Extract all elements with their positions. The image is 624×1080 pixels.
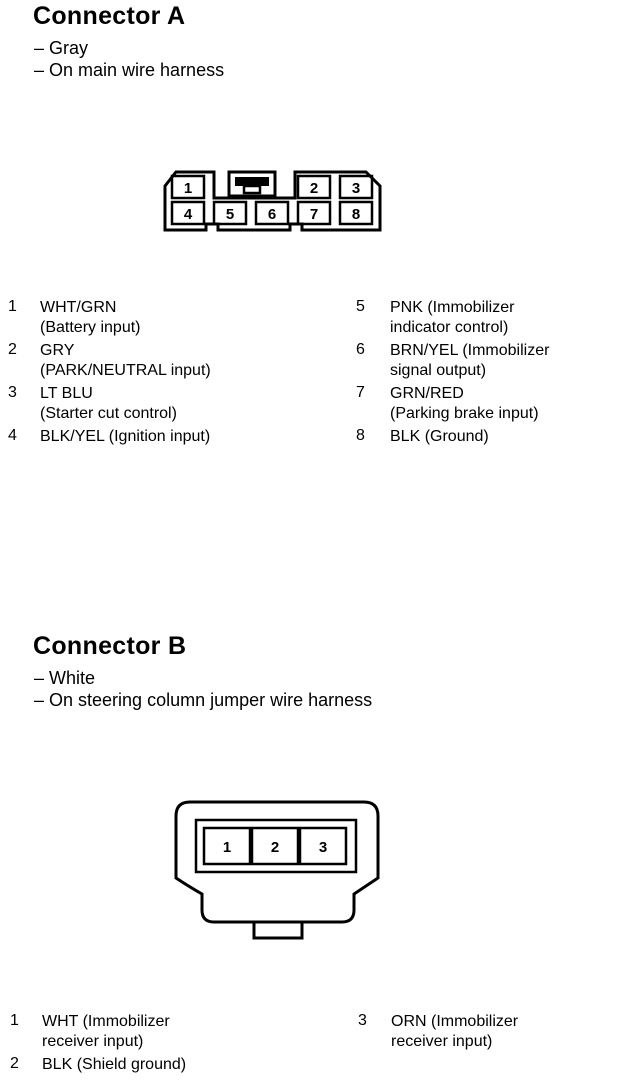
- connector-a-cavity-2: [298, 176, 330, 198]
- connector-b-pin-number: 1: [10, 1012, 19, 1029]
- svg-text:1: 1: [183, 180, 193, 197]
- svg-text:5: 5: [225, 206, 235, 223]
- connector-a-cavity-6: [256, 202, 288, 224]
- connector-b-pin-function: receiver input): [391, 1033, 493, 1050]
- connector-b-color-note: – White: [34, 668, 96, 688]
- connector-b-cavity-2: [252, 828, 298, 864]
- connector-a-pin-number: 5: [356, 298, 365, 315]
- svg-text:3: 3: [351, 180, 361, 197]
- connector-a-cavity-1: [172, 176, 204, 198]
- connector-a-pin-function: (Parking brake input): [390, 405, 539, 422]
- connector-a-cavity-8: [340, 202, 372, 224]
- svg-text:1: 1: [222, 839, 232, 856]
- connector-a-pin-function: (Starter cut control): [40, 405, 177, 422]
- connector-b-pin-function: receiver input): [42, 1033, 144, 1050]
- svg-text:8: 8: [351, 206, 361, 223]
- connector-a-pin-number: 3: [8, 384, 17, 401]
- connector-a-title: Connector A: [33, 2, 186, 30]
- connector-a-pin-wire: BLK (Ground): [390, 428, 489, 445]
- connector-a-pin-wire: BRN/YEL (Immobilizer: [390, 342, 550, 359]
- connector-b-location-note: – On steering column jumper wire harness: [34, 690, 373, 710]
- connector-a-pin-wire: GRN/RED: [390, 385, 464, 402]
- connector-a-cavity-3: [340, 176, 372, 198]
- connector-a-cavity-4: [172, 202, 204, 224]
- connector-a-location-note: – On main wire harness: [34, 60, 225, 80]
- connector-a-pin-wire: WHT/GRN: [40, 299, 117, 316]
- connector-a-pin-number: 6: [356, 341, 365, 358]
- connector-b-diagram: [0, 790, 624, 950]
- connector-b-pin-wire: ORN (Immobilizer: [391, 1013, 519, 1030]
- svg-text:6: 6: [267, 206, 277, 223]
- connector-a-pin-function: (Battery input): [40, 319, 141, 336]
- connector-a-pin-wire: PNK (Immobilizer: [390, 299, 515, 316]
- connector-a-pin-function: signal output): [390, 362, 487, 379]
- svg-text:2: 2: [309, 180, 319, 197]
- connector-b-cavity-3: [300, 828, 346, 864]
- connector-a-pin-number: 8: [356, 427, 365, 444]
- connector-a-pin-number: 4: [8, 427, 17, 444]
- connector-b-pin-wire: WHT (Immobilizer: [42, 1013, 170, 1030]
- connector-a-color-note: – Gray: [34, 38, 89, 58]
- svg-text:7: 7: [309, 206, 319, 223]
- svg-text:4: 4: [183, 206, 193, 223]
- connector-b-pin-number: 2: [10, 1055, 19, 1072]
- svg-text:2: 2: [270, 839, 280, 856]
- connector-b-pin-number: 3: [358, 1012, 367, 1029]
- connector-a-cavity-7: [298, 202, 330, 224]
- connector-b-title: Connector B: [33, 632, 187, 660]
- connector-b-pin-wire: BLK (Shield ground): [42, 1056, 187, 1073]
- connector-a-pin-function: indicator control): [390, 319, 509, 336]
- connector-a-pin-wire: BLK/YEL (Ignition input): [40, 428, 211, 445]
- connector-a-pin-wire: LT BLU: [40, 385, 93, 402]
- connector-a-pin-number: 1: [8, 298, 17, 315]
- connector-a-pin-number: 7: [356, 384, 365, 401]
- connector-a-pin-number: 2: [8, 341, 17, 358]
- connector-b-cavity-1: [204, 828, 250, 864]
- connector-a-pin-function: (PARK/NEUTRAL input): [40, 362, 211, 379]
- connector-a-pin-wire: GRY: [40, 342, 75, 359]
- connector-a-cavity-5: [214, 202, 246, 224]
- connector-a-diagram: [0, 0, 624, 300]
- svg-text:3: 3: [318, 839, 328, 856]
